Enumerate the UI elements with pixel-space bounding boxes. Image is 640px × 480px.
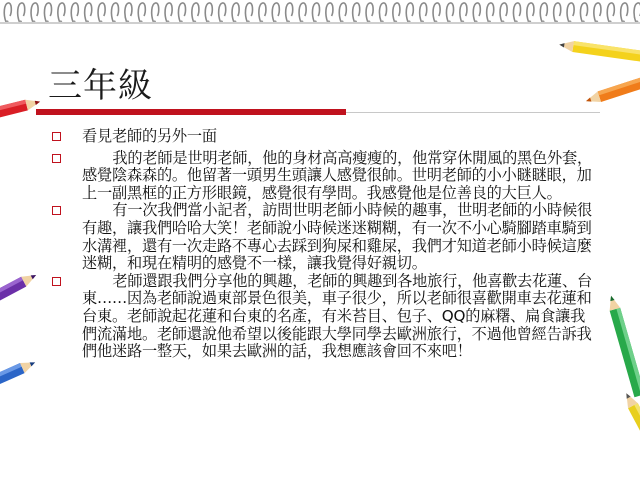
spiral-ring — [580, 3, 587, 22]
spiral-ring — [607, 3, 614, 22]
yellow-pencil-icon — [621, 391, 640, 470]
spiral-ring — [232, 3, 239, 22]
spiral-ring — [554, 3, 561, 22]
spiral-ring — [594, 3, 601, 22]
purple-pencil-icon — [0, 270, 39, 307]
spiral-ring — [286, 3, 293, 22]
spiral-ring — [473, 3, 480, 22]
square-bullet-icon — [52, 154, 61, 163]
bullet-text: 老師還跟我們分享他的興趣，老師的興趣到各地旅行，他喜歡去花蓮、台東……因為老師說過東部景色很美，車子很少，所以老師很喜歡開車去花蓮和台東。老師說起花蓮和台東的名產，有米苔目、包子、QQ的麻糬、扁食讓我們流滿地。老師還說他希望以後能跟大學同學去歐洲旅行，不過他曾經告訴我們他迷路一整天，如果去歐洲的話，我想應該會回不來吧！ — [82, 271, 592, 361]
square-bullet-icon — [52, 277, 61, 286]
spiral-ring — [98, 3, 105, 22]
spiral-ring — [487, 3, 494, 22]
spiral-ring — [634, 3, 640, 22]
spiral-ring — [339, 3, 346, 22]
spiral-ring — [125, 3, 132, 22]
spiral-ring — [71, 3, 78, 22]
spiral-ring — [326, 3, 333, 22]
blue-pencil-icon — [0, 357, 37, 390]
bullet-text: 看見老師的另外一面 — [82, 127, 217, 145]
spiral-ring — [460, 3, 467, 22]
square-bullet-icon — [52, 206, 61, 215]
spiral-ring — [312, 3, 319, 22]
spiral-ring — [205, 3, 212, 22]
spiral-ring — [513, 3, 520, 22]
spiral-ring — [165, 3, 172, 22]
spiral-ring — [420, 3, 427, 22]
spiral-ring — [567, 3, 574, 22]
square-bullet-icon — [52, 132, 61, 141]
title-underline-accent — [36, 109, 346, 115]
spiral-ring — [406, 3, 413, 22]
spiral-ring — [192, 3, 199, 22]
bullet-list — [52, 120, 600, 361]
bullet-text: 有一次我們當小記者，訪問世明老師小時候的趣事，世明老師的小時候很有趣，讓我們哈哈大笑！老師說小時候迷迷糊糊，有一次不小心騎腳踏車騎到水溝裡，還有一次走路不專心去踩到狗屎和雞屎，我們才知道老師小時候這麼迷糊，和現在精明的感覺不一樣，讓我覺得好親切。 — [82, 201, 592, 273]
spiral-ring — [446, 3, 453, 22]
spiral-ring — [540, 3, 547, 22]
spiral-ring — [272, 3, 279, 22]
spiral-ring — [219, 3, 226, 22]
spiral-ring — [353, 3, 360, 22]
bullet-item — [52, 202, 600, 272]
spiral-ring — [366, 3, 373, 22]
yellow-pencil-icon — [559, 39, 640, 63]
spiral-ring — [621, 3, 628, 22]
spiral-ring — [85, 3, 92, 22]
spiral-ring — [245, 3, 252, 22]
spiral-ring — [138, 3, 145, 22]
spiral-ring — [178, 3, 185, 22]
title-underline — [346, 112, 600, 113]
green-pencil-icon — [606, 294, 640, 397]
spiral-ring — [44, 3, 51, 22]
spiral-ring — [500, 3, 507, 22]
spiral-ring — [111, 3, 118, 22]
slide-title: 三年級 — [48, 66, 153, 106]
orange-pencil-icon — [584, 73, 640, 106]
spiral-ring — [259, 3, 266, 22]
bullet-item — [52, 150, 600, 203]
spiral-ring — [527, 3, 534, 22]
spiral-ring — [393, 3, 400, 22]
binding-line — [0, 22, 640, 24]
spiral-ring — [4, 3, 11, 22]
bullet-item — [52, 273, 600, 361]
spiral-ring — [299, 3, 306, 22]
bullet-item — [52, 128, 600, 146]
bullet-text: 我的老師是世明老師，他的身材高高瘦瘦的，他常穿休閒風的黑色外套，感覺陰森森的。他留著一頭男生頭讓人感覺很帥。世明老師的小小瞇瞇眼，加上一副黑框的正方形眼鏡，感覺很有學問。我感覺他是位善良的大巨人。 — [82, 148, 592, 202]
spiral-ring — [58, 3, 65, 22]
spiral-ring — [31, 3, 38, 22]
spiral-ring — [152, 3, 159, 22]
spiral-ring — [379, 3, 386, 22]
spiral-ring — [433, 3, 440, 22]
spiral-ring — [18, 3, 25, 22]
